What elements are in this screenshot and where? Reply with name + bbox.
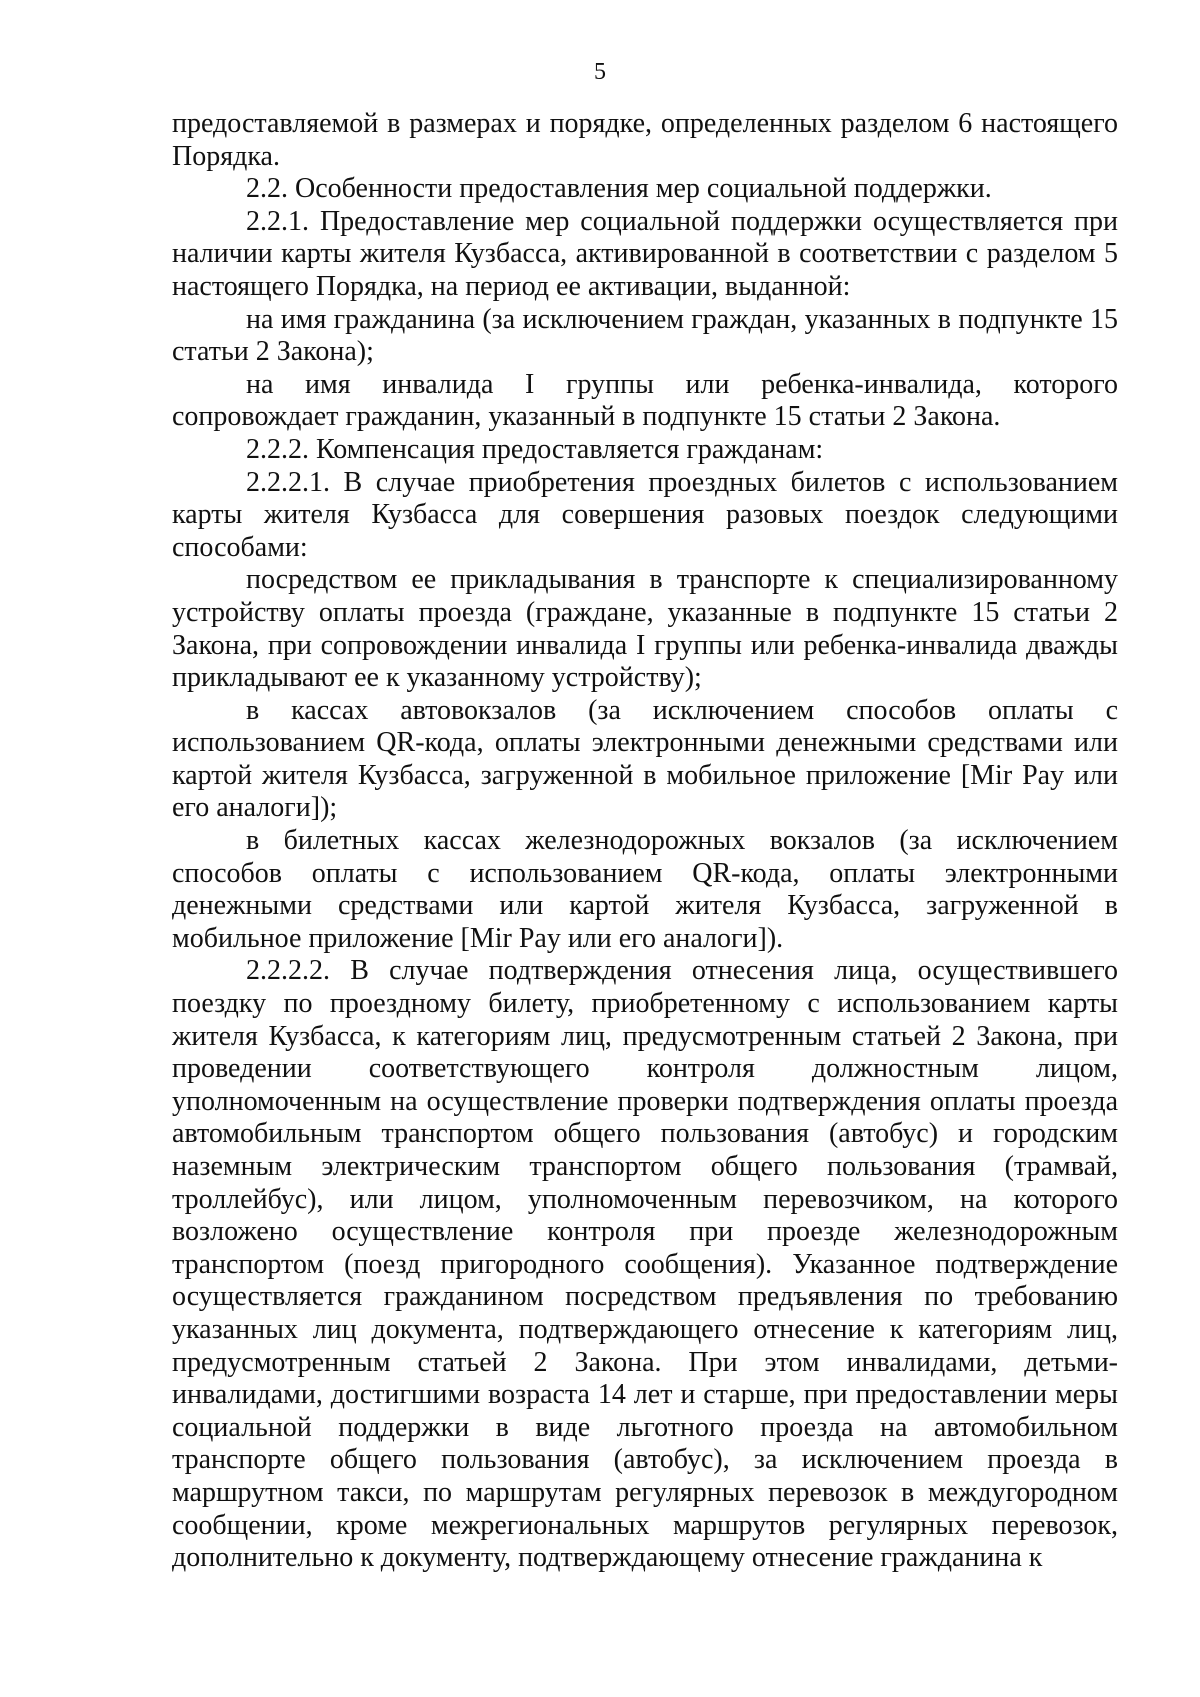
paragraph-section-heading: 2.2. Особенности предоставления мер социальной поддержки. [246,173,992,205]
paragraph: 2.2.2.1. В случае приобретения проездных билетов с использованием карты жителя Кузбасса для совершения разовых поездок следующими способами: [172,466,1118,563]
paragraph: посредством ее прикладывания в транспорте к специализированному устройству оплаты проезда (граждане, указанные в подпункте 15 статьи 2 Закона, при сопровождении инвалида I группы или ребенка-инвалида дважды прикладывают ее к указанному устройству); [172,564,1118,694]
paragraph: 2.2.2. Компенсация предоставляется гражданам: [246,433,824,465]
paragraph: 2.2.1. Предоставление мер социальной поддержки осуществляется при наличии карты жителя Кузбасса, активированной в соответствии с разделом 5 настоящего Порядка, на период ее активации, выданной: [172,205,1118,302]
paragraph: предоставляемой в размерах и порядке, определенных разделом 6 настоящего Порядка. [172,108,1118,172]
paragraph: в билетных кассах железнодорожных вокзалов (за исключением способов оплаты с использованием QR-кода, оплаты электронными денежными средствами или картой жителя Кузбасса, загруженной в мобильное приложение [Mir Pay или его аналоги]). [172,825,1118,954]
page-number: 5 [594,59,606,85]
document-body [172,108,1118,1575]
paragraph: в кассах автовокзалов (за исключением способов оплаты с использованием QR-кода, оплаты электронными денежными средствами или картой жителя Кузбасса, загруженной в мобильное приложение [Mir Pay или его аналоги]); [172,694,1118,824]
paragraph: 2.2.2.2. В случае подтверждения отнесения лица, осуществившего поездку по проездному билету, приобретенному с использованием карты жителя Кузбасса, к категориям лиц, предусмотренным статьей 2 Закона, при проведении соответствующего контроля должностным лицом, уполномоченным на осуществление проверки подтверждения оплаты проезда автомобильным транспортом общего пользования (автобус) и городским наземным электрическим транспортом общего пользования (трамвай, троллейбус), или лицом, уполномоченным перевозчиком, на которого возложено осуществление контроля при проезде железнодорожным транспортом (поезд пригородного сообщения). Указанное подтверждение осуществляется гражданином посредством предъявления по требованию указанных лиц документа, подтверждающего отнесение к категориям лиц, предусмотренным статьей 2 Закона. При этом инвалидами, детьми-инвалидами, достигшими возраста 14 лет и старше, при предоставлении меры социальной поддержки в виде льготного проезда на автомобильном транспорте общего пользования (автобус), за исключением проезда в маршрутном такси, по маршрутам регулярных перевозок в междугородном сообщении, кроме межрегиональных маршрутов регулярных перевозок, дополнительно к документу, подтверждающему отнесение гражданина к [172,955,1118,1574]
paragraph: на имя инвалида I группы или ребенка-инвалида, которого сопровождает гражданин, указанный в подпункте 15 статьи 2 Закона. [172,368,1118,433]
paragraph: на имя гражданина (за исключением граждан, указанных в подпункте 15 статьи 2 Закона); [172,303,1118,368]
